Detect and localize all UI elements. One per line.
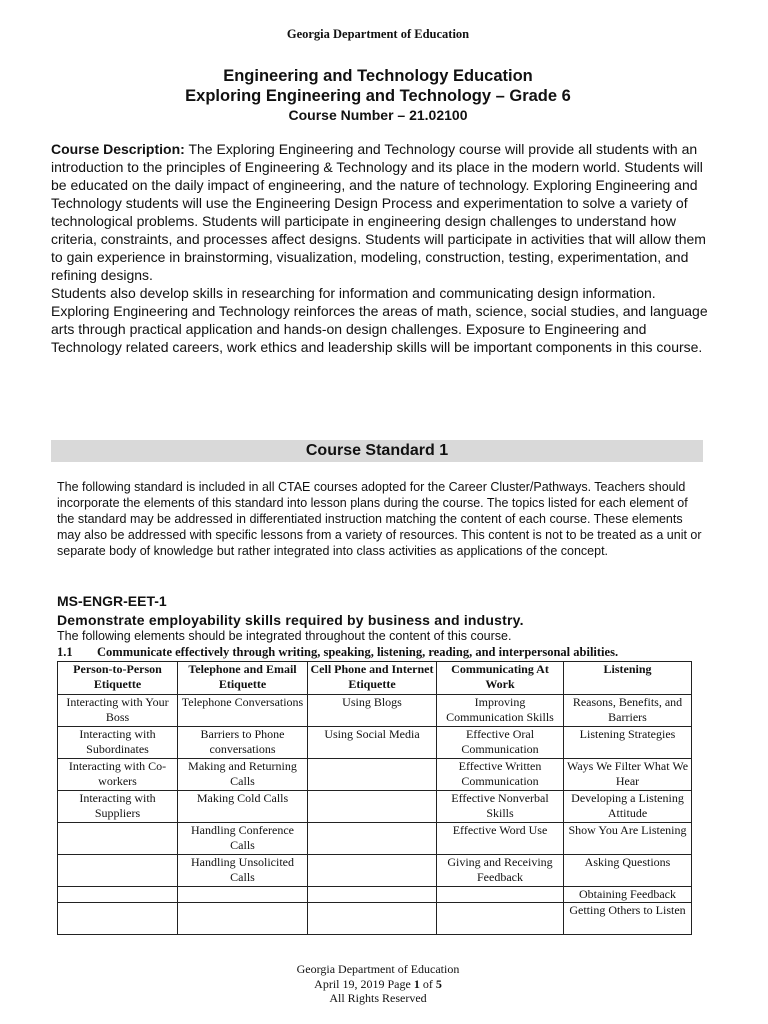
table-header: Listening (564, 662, 692, 695)
table-cell: Using Blogs (308, 695, 437, 727)
table-cell (308, 759, 437, 791)
footer-page-number: 1 (413, 976, 420, 991)
element-text: Communicate effectively through writing, speaking, listening, reading, and interpersonal abilities (97, 645, 615, 659)
table-cell (308, 791, 437, 823)
table-cell: Barriers to Phone conversations (178, 727, 308, 759)
table-cell: Obtaining Feedback (564, 887, 692, 903)
table-cell: Interacting with Co-workers (58, 759, 178, 791)
table-cell: Asking Questions (564, 855, 692, 887)
standard-code: MS-ENGR-EET-1 (57, 593, 167, 609)
table-cell: Ways We Filter What We Hear (564, 759, 692, 791)
table-cell: Telephone Conversations (178, 695, 308, 727)
table-cell: Effective Nonverbal Skills (437, 791, 564, 823)
table-cell (58, 903, 178, 935)
course-number: Course Number – 21.02100 (288, 107, 468, 123)
table-row (58, 887, 692, 903)
description-paragraph-1 (51, 140, 711, 284)
element-number: 1.1 (57, 645, 73, 659)
standard-intro: The following standard is included in all CTAE courses adopted for the Career Cluster/Pathways. Teachers should incorporate the elements of this standard into lesson plans during the course. The topics listed for each element of the standard may be addressed in differentiated instruction matching the content of each course. These elements may also be addressed with specific lessons from a variety of resources. This content is not to be treated as a unit or separate body of knowledge but rather integrated into class activities as applications of the concept. (57, 480, 702, 558)
course-title: Exploring Engineering and Technology – Grade 6 (185, 87, 571, 105)
description-label: Course Description: (51, 141, 185, 157)
table-cell: Show You Are Listening (564, 823, 692, 855)
table-cell (308, 855, 437, 887)
table-cell (178, 903, 308, 935)
standard-note: The following elements should be integrated throughout the content of this course. (57, 629, 512, 643)
table-row (58, 903, 692, 935)
table-cell: Handling Unsolicited Calls (178, 855, 308, 887)
table-row (58, 759, 692, 791)
table-cell (58, 855, 178, 887)
table-row (58, 727, 692, 759)
table-cell: Making and Returning Calls (178, 759, 308, 791)
table-cell: Interacting with Your Boss (58, 695, 178, 727)
course-description (51, 140, 711, 356)
table-cell: Using Social Media (308, 727, 437, 759)
table-header: Telephone and Email Etiquette (178, 662, 308, 695)
table-row (58, 855, 692, 887)
description-paragraph-2: Students also develop skills in researching for information and communicating design information. Exploring Engineering and Technology reinforces the areas of math, science, social studies, and language arts through practical application and hands-on design challenges. Exposure to Engineering and Technology related careers, work ethics and leadership skills will be important components in this course. (51, 285, 708, 355)
table-cell (437, 887, 564, 903)
footer-total-pages: 5 (435, 976, 442, 991)
table-cell: Developing a Listening Attitude (564, 791, 692, 823)
table-header: Person-to-Person Etiquette (58, 662, 178, 695)
element-line (57, 645, 618, 660)
table-cell: Getting Others to Listen (564, 903, 692, 935)
footer-of: of (419, 976, 436, 991)
footer-rights: All Rights Reserved (329, 991, 427, 1005)
program-title: Engineering and Technology Education (223, 67, 533, 85)
table-cell (437, 903, 564, 935)
table-cell: Listening Strategies (564, 727, 692, 759)
title-block (0, 66, 756, 124)
table-cell: Reasons, Benefits, and Barriers (564, 695, 692, 727)
table-cell: Effective Oral Communication (437, 727, 564, 759)
table-cell (308, 903, 437, 935)
footer-date-page (0, 977, 756, 992)
footer-department: Georgia Department of Education (296, 962, 460, 976)
table-header-row (58, 662, 692, 695)
element-period: . (614, 645, 619, 659)
table-cell: Interacting with Subordinates (58, 727, 178, 759)
page-footer (0, 962, 756, 1006)
description-text: The Exploring Engineering and Technology course will provide all students with an introduction to the principles of Engineering & Technology and its place in the modern world. Students will be educated on the daily impact of engineering, and the nature of technology. Exploring Engineering and Technology students will use the Engineering Design Process and experimentation to solve a variety of technological problems. Students will participate in engineering design challenges to understand how criteria, constraints, and processes affect designs. Students will participate in activities that will allow them to gain experience in brainstorming, visualization, modeling, construction, testing, experimentation, and refining designs. (51, 141, 706, 283)
skills-table (57, 661, 692, 935)
standard-statement: Demonstrate employability skills required by business and industry. (57, 612, 524, 628)
table-cell (308, 823, 437, 855)
table-cell: Making Cold Calls (178, 791, 308, 823)
table-row (58, 695, 692, 727)
table-row (58, 823, 692, 855)
table-cell: Handling Conference Calls (178, 823, 308, 855)
table-cell (58, 887, 178, 903)
table-cell: Improving Communication Skills (437, 695, 564, 727)
table-cell: Giving and Receiving Feedback (437, 855, 564, 887)
document-header: Georgia Department of Education (286, 27, 470, 41)
table-cell (308, 887, 437, 903)
footer-date: April 19, 2019 Page (314, 976, 414, 991)
table-cell: Effective Word Use (437, 823, 564, 855)
table-row (58, 791, 692, 823)
table-cell (58, 823, 178, 855)
table-cell: Interacting with Suppliers (58, 791, 178, 823)
course-standard-heading: Course Standard 1 (51, 440, 703, 462)
table-cell (178, 887, 308, 903)
table-header: Cell Phone and Internet Etiquette (308, 662, 437, 695)
table-cell: Effective Written Communication (437, 759, 564, 791)
table-header: Communicating At Work (437, 662, 564, 695)
